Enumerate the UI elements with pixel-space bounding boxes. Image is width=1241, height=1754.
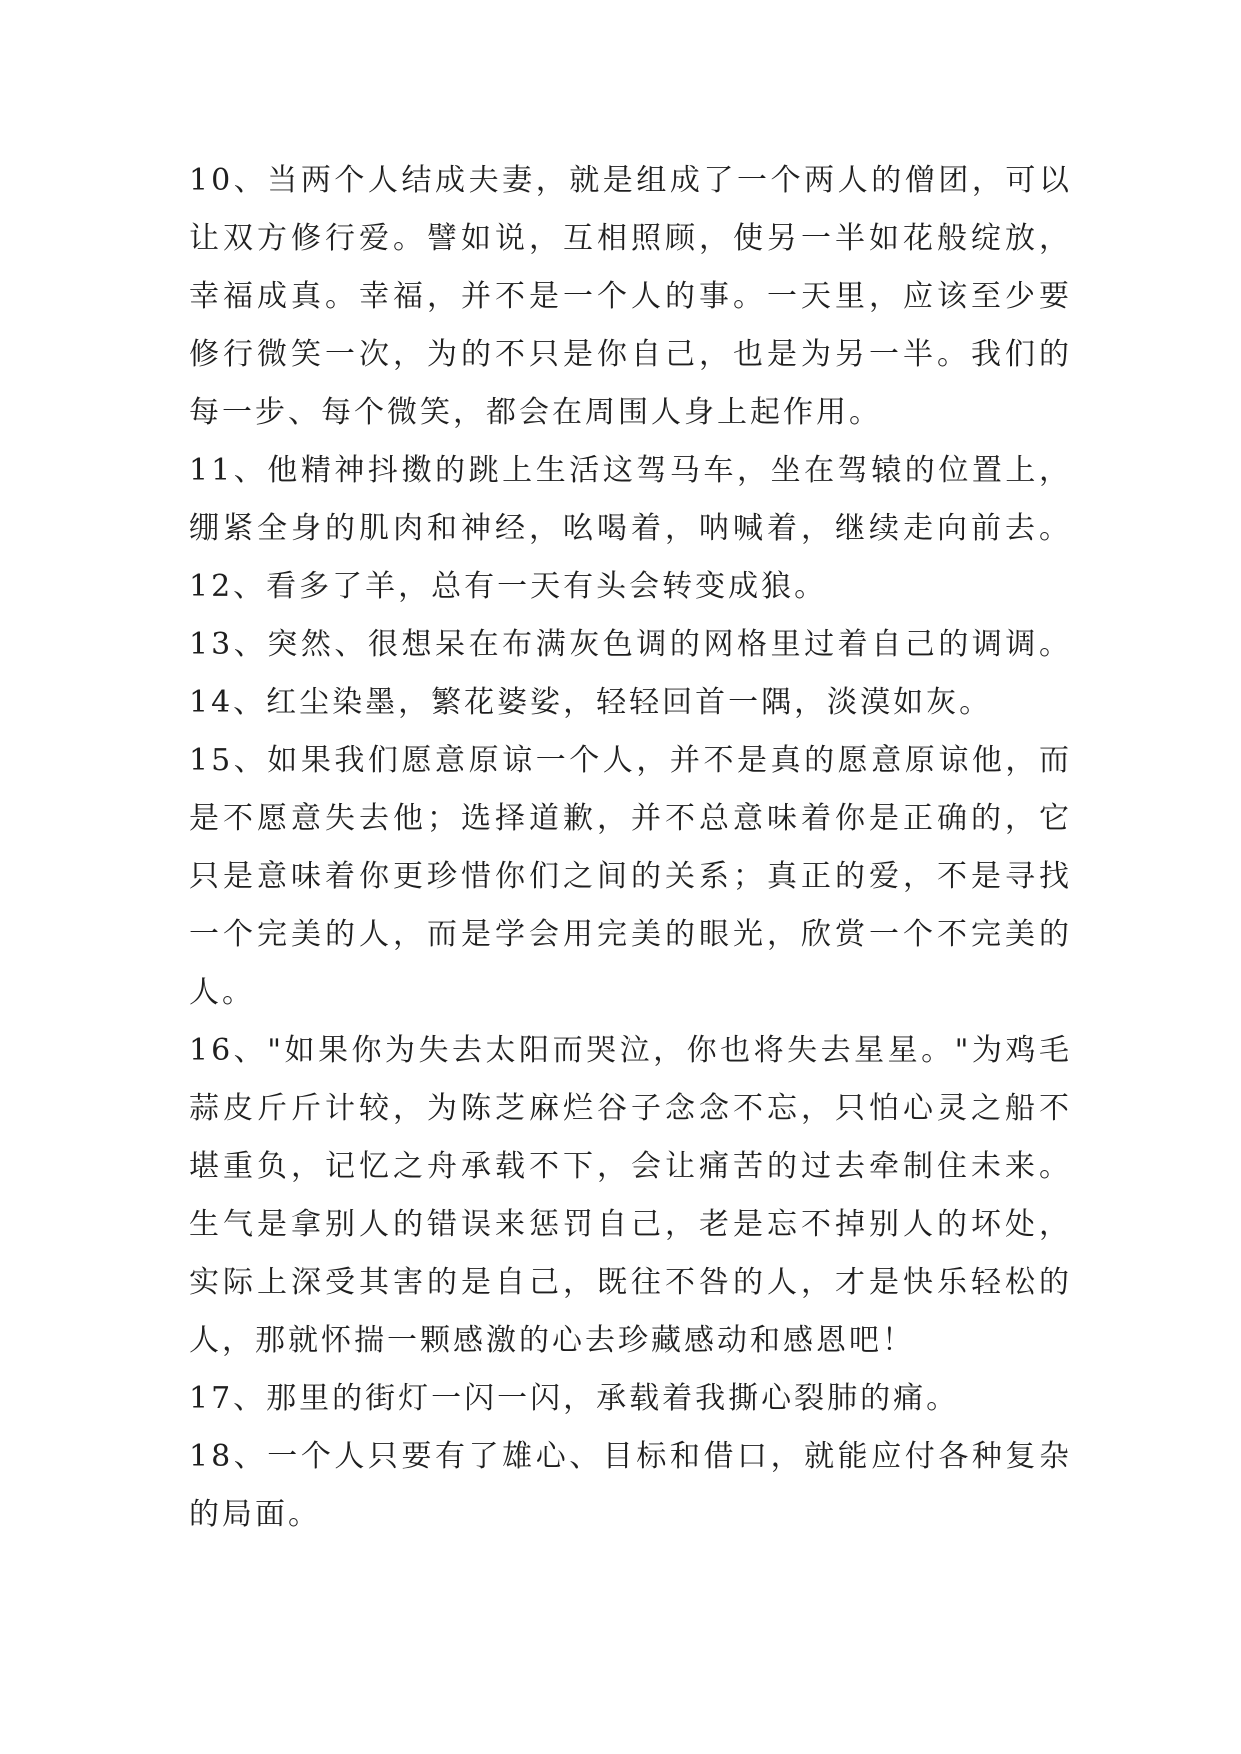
paragraph-line: 16、"如果你为失去太阳而哭泣，你也将失去星星。"为鸡毛 xyxy=(189,1033,1072,1068)
paragraph-line: 13、突然、很想呆在布满灰色调的网格里过着自己的调调。 xyxy=(189,627,1072,662)
paragraph-line: 18、一个人只要有了雄心、目标和借口，就能应付各种复杂 xyxy=(189,1439,1072,1474)
paragraph-line: 绷紧全身的肌肉和神经，吆喝着，呐喊着，继续走向前去。 xyxy=(189,511,1072,546)
paragraph-line: 人。 xyxy=(189,975,255,1010)
paragraph-line: 人，那就怀揣一颗感激的心去珍藏感动和感恩吧！ xyxy=(189,1323,915,1358)
paragraph-line: 修行微笑一次，为的不只是你自己，也是为另一半。我们的 xyxy=(189,337,1072,372)
paragraph-line: 生气是拿别人的错误来惩罚自己，老是忘不掉别人的坏处， xyxy=(189,1207,1072,1242)
paragraph-line: 是不愿意失去他；选择道歉，并不总意味着你是正确的，它 xyxy=(189,801,1072,836)
document-body xyxy=(189,152,1072,1544)
paragraph-line: 一个完美的人，而是学会用完美的眼光，欣赏一个不完美的 xyxy=(189,917,1072,952)
paragraph-17 xyxy=(189,1370,1072,1428)
paragraph-line: 让双方修行爱。譬如说，互相照顾，使另一半如花般绽放， xyxy=(189,221,1072,256)
paragraph-line: 蒜皮斤斤计较，为陈芝麻烂谷子念念不忘，只怕心灵之船不 xyxy=(189,1091,1072,1126)
paragraph-line: 实际上深受其害的是自己，既往不咎的人，才是快乐轻松的 xyxy=(189,1265,1072,1300)
paragraph-line: 10、当两个人结成夫妻，就是组成了一个两人的僧团，可以 xyxy=(189,163,1072,198)
paragraph-16 xyxy=(189,1022,1072,1370)
paragraph-line: 幸福成真。幸福，并不是一个人的事。一天里，应该至少要 xyxy=(189,279,1072,314)
paragraph-line: 11、他精神抖擞的跳上生活这驾马车，坐在驾辕的位置上， xyxy=(189,453,1072,488)
paragraph-10 xyxy=(189,152,1072,442)
paragraph-11 xyxy=(189,442,1072,558)
paragraph-line: 15、如果我们愿意原谅一个人，并不是真的愿意原谅他，而 xyxy=(189,743,1072,778)
paragraph-line: 的局面。 xyxy=(189,1497,321,1532)
paragraph-18 xyxy=(189,1428,1072,1544)
paragraph-12 xyxy=(189,558,1072,616)
paragraph-14 xyxy=(189,674,1072,732)
paragraph-line: 14、红尘染墨，繁花婆娑，轻轻回首一隅，淡漠如灰。 xyxy=(189,685,993,720)
paragraph-line: 只是意味着你更珍惜你们之间的关系；真正的爱，不是寻找 xyxy=(189,859,1072,894)
paragraph-line: 每一步、每个微笑，都会在周围人身上起作用。 xyxy=(189,395,882,430)
paragraph-13 xyxy=(189,616,1072,674)
paragraph-line: 堪重负，记忆之舟承载不下，会让痛苦的过去牵制住未来。 xyxy=(189,1149,1072,1184)
paragraph-line: 12、看多了羊，总有一天有头会转变成狼。 xyxy=(189,569,828,604)
paragraph-line: 17、那里的街灯一闪一闪，承载着我撕心裂肺的痛。 xyxy=(189,1381,960,1416)
paragraph-15 xyxy=(189,732,1072,1022)
